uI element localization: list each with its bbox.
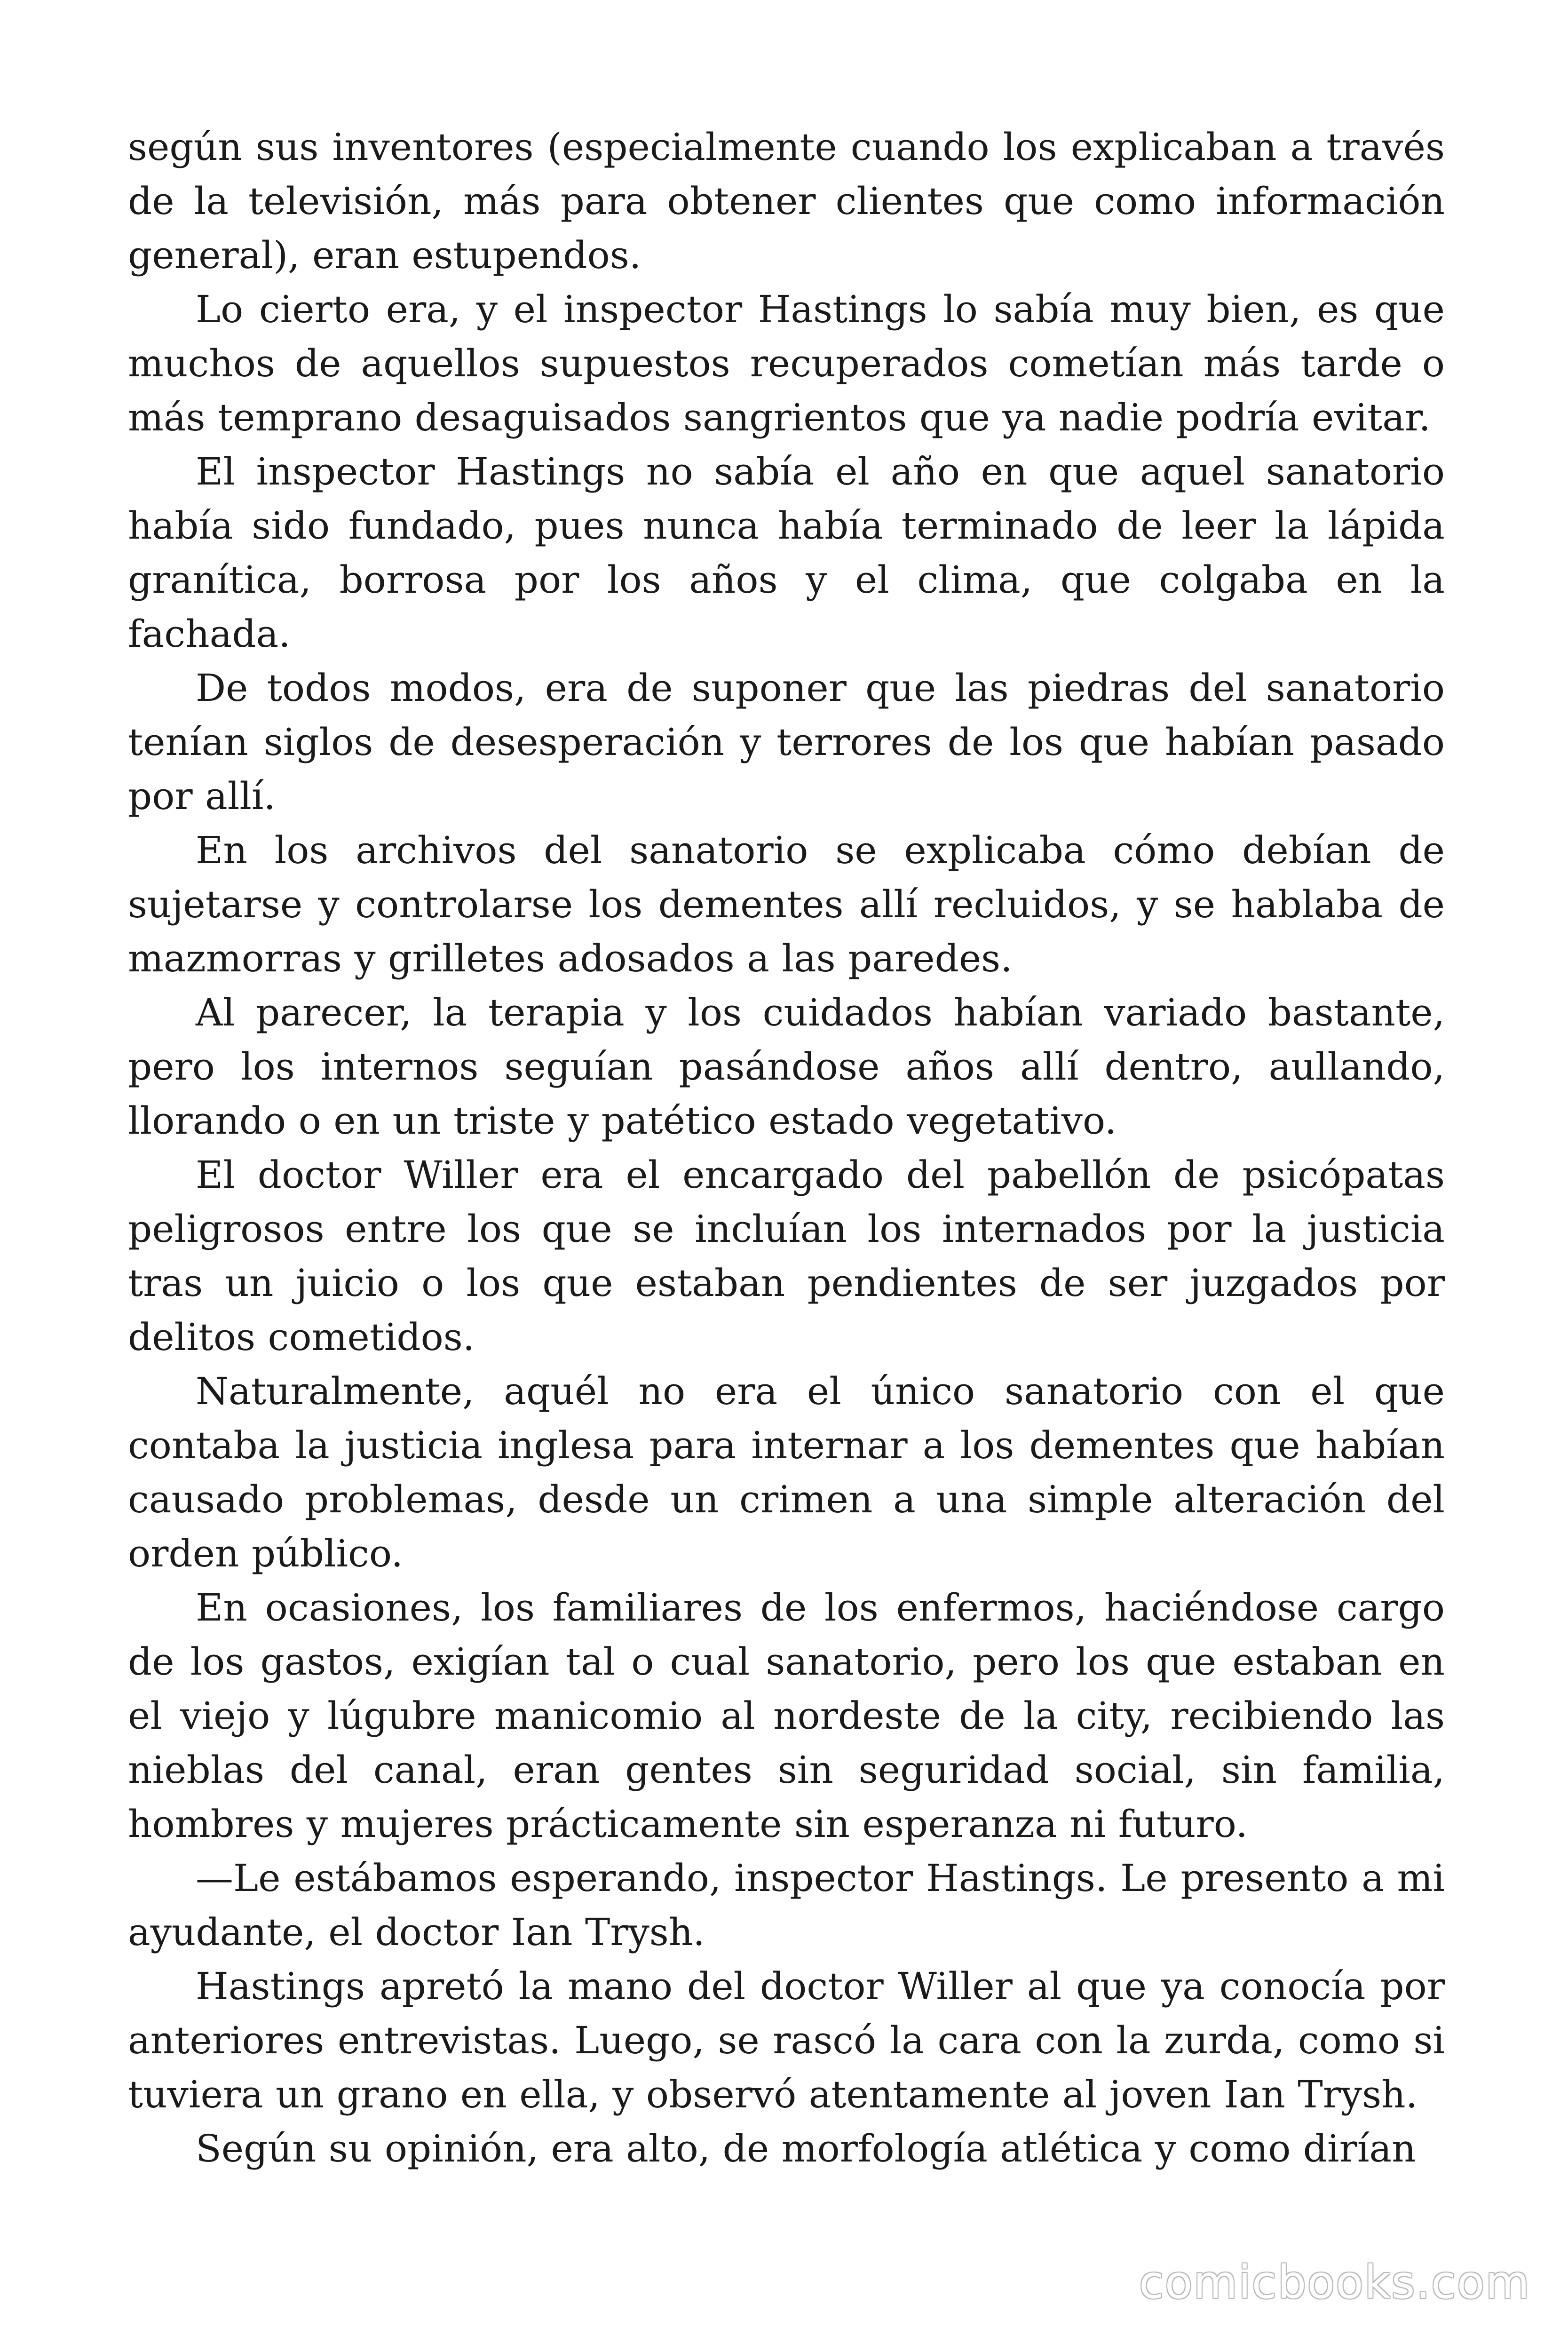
paragraph: El inspector Hastings no sabía el año en que aquel sanatorio había sido fundado, pues nunca había terminado de leer la lápida granítica, borrosa por los años y el clima, que colgaba en la fachada. — [128, 450, 1445, 656]
watermark: comicbooks.com — [1139, 2256, 1530, 2309]
paragraph: En ocasiones, los familiares de los enfermos, haciéndose cargo de los gastos, exigían tal o cual sanatorio, pero los que estaban en el viejo y lúgubre manicomio al nordeste de la city, recibiendo las nieblas del canal, eran gentes sin seguridad social, sin familia, hombres y mujeres prácticamente sin esperanza ni futuro. — [128, 1586, 1445, 1846]
paragraph: De todos modos, era de suponer que las piedras del sanatorio tenían siglos de desesperación y terrores de los que habían pasado por allí. — [128, 666, 1445, 818]
paragraph: Según su opinión, era alto, de morfología atlética y como dirían — [196, 2127, 1416, 2170]
paragraph: según sus inventores (especialmente cuando los explicaban a través de la televisión, más para obtener clientes que como información general), eran estupendos. — [128, 125, 1445, 277]
paragraph: En los archivos del sanatorio se explicaba cómo debían de sujetarse y controlarse los dementes allí recluidos, y se hablaba de mazmorras y grilletes adosados a las paredes. — [128, 828, 1445, 980]
paragraph: Lo cierto era, y el inspector Hastings lo sabía muy bien, es que muchos de aquellos supuestos recuperados cometían más tarde o más temprano desaguisados sangrientos que ya nadie podría evitar. — [128, 287, 1445, 439]
paragraph: Naturalmente, aquél no era el único sanatorio con el que contaba la justicia inglesa para internar a los dementes que habían causado problemas, desde un crimen a una simple alteración del orden público. — [128, 1369, 1445, 1575]
page-body — [128, 120, 1445, 2176]
paragraph: Hastings apretó la mano del doctor Willer al que ya conocía por anteriores entrevistas. Luego, se rascó la cara con la zurda, como si tuviera un grano en ella, y observó atentamente al joven Ian Trysh. — [128, 1964, 1445, 2116]
paragraph: Al parecer, la terapia y los cuidados habían variado bastante, pero los internos seguían pasándose años allí dentro, aullando, llorando o en un triste y patético estado vegetativo. — [128, 991, 1445, 1143]
paragraph: —Le estábamos esperando, inspector Hastings. Le presento a mi ayudante, el doctor Ian Trysh. — [128, 1856, 1445, 1954]
paragraph: El doctor Willer era el encargado del pabellón de psicópatas peligrosos entre los que se incluían los internados por la justicia tras un juicio o los que estaban pendientes de ser juzgados por delitos cometidos. — [128, 1153, 1445, 1359]
